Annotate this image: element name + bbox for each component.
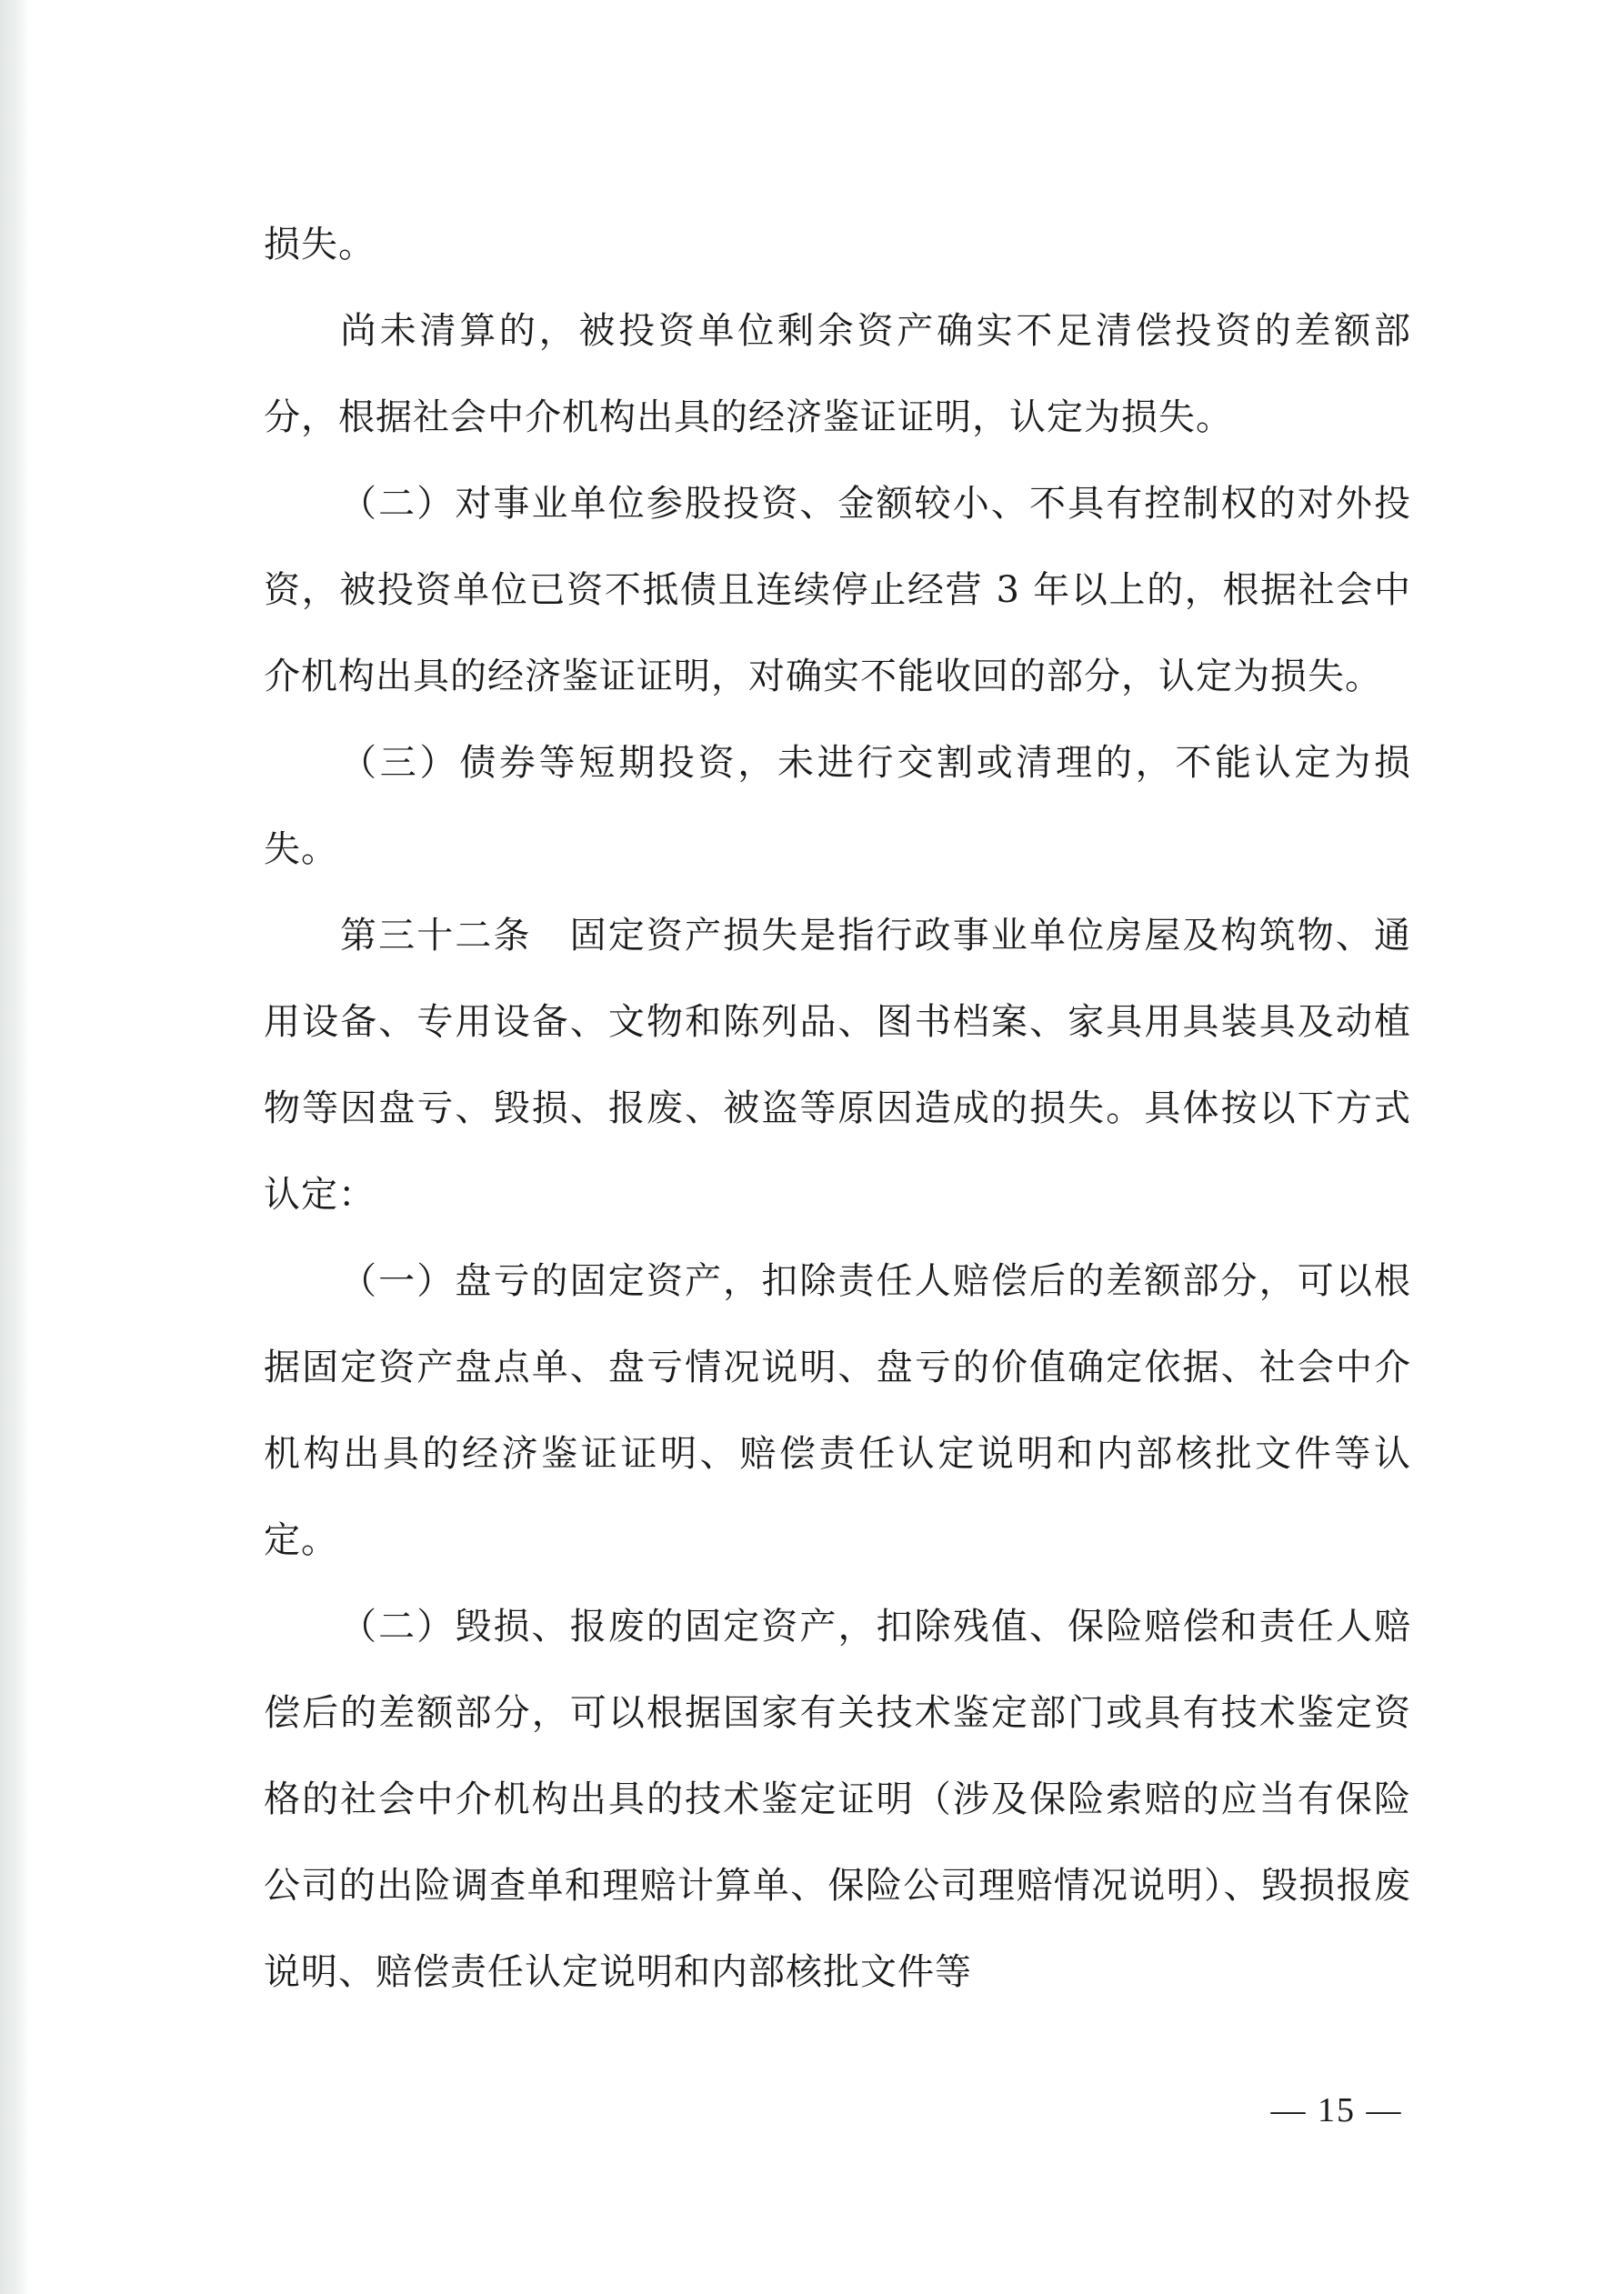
scan-edge-shadow	[0, 0, 31, 2294]
paragraph: （二）毁损、报废的固定资产，扣除残值、保险赔偿和责任人赔偿后的差额部分，可以根据国家有关技术鉴定部门或具有技术鉴定资格的社会中介机构出具的技术鉴定证明（涉及保险索赔的应当有保险公司的出险调查单和理赔计算单、保险公司理赔情况说明）、毁损报废说明、赔偿责任认定说明和内部核批文件等	[264, 1606, 1411, 1993]
paragraph: （二）对事业单位参股投资、金额较小、不具有控制权的对外投资，被投资单位已资不抵债且连续停止经营 3 年以上的，根据社会中介机构出具的经济鉴证证明，对确实不能收回的部分，认定为损失。	[264, 483, 1411, 697]
document-body	[264, 202, 1411, 2016]
paragraph: 损失。	[264, 224, 376, 265]
paragraph: （三）债券等短期投资，未进行交割或清理的，不能认定为损失。	[264, 742, 1411, 870]
paragraph: 尚未清算的，被投资单位剩余资产确实不足清偿投资的差额部分，根据社会中介机构出具的经济鉴证证明，认定为损失。	[264, 310, 1411, 438]
page-number: — 15 —	[1270, 2091, 1403, 2129]
paragraph: 第三十二条 固定资产损失是指行政事业单位房屋及构筑物、通用设备、专用设备、文物和陈列品、图书档案、家具用具装具及动植物等因盘亏、毁损、报废、被盗等原因造成的损失。具体按以下方式认定：	[264, 915, 1411, 1216]
paragraph: （一）盘亏的固定资产，扣除责任人赔偿后的差额部分，可以根据固定资产盘点单、盘亏情况说明、盘亏的价值确定依据、社会中介机构出具的经济鉴证证明、赔偿责任认定说明和内部核批文件等认定。	[264, 1260, 1411, 1561]
